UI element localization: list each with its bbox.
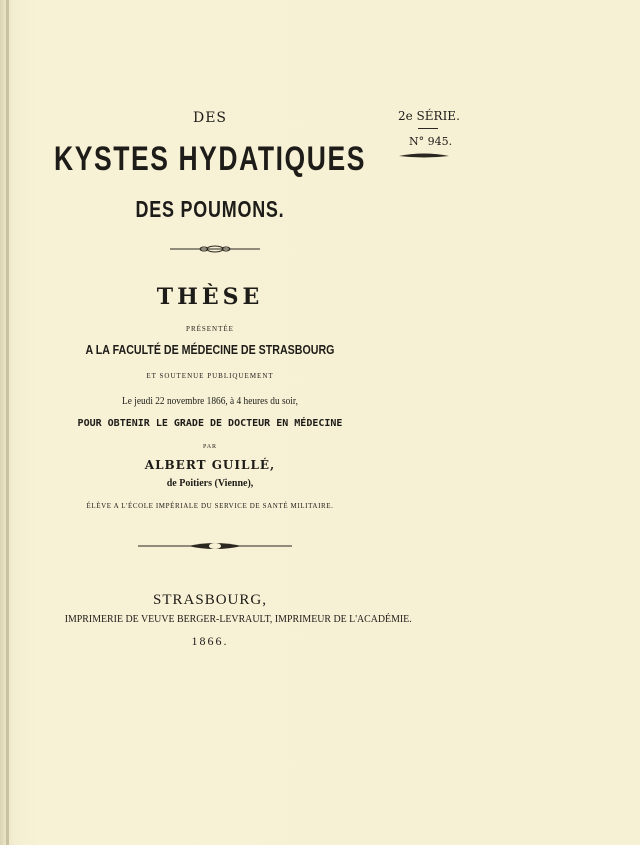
degree-purpose: POUR OBTENIR LE GRADE DE DOCTEUR EN MÉDECINE	[77, 418, 343, 429]
faculty-line: A LA FACULTÉ DE MÉDECINE DE STRASBOURG	[85, 342, 335, 357]
par-label: PAR	[202, 444, 218, 450]
defended-label: ET SOUTENUE PUBLIQUEMENT	[146, 372, 274, 380]
number-label: N° 945.	[409, 135, 453, 148]
defense-date: Le jeudi 22 novembre 1866, à 4 heures du soir,	[122, 395, 298, 407]
series-rule	[418, 128, 438, 129]
series-label: 2e SÉRIE.	[398, 109, 460, 123]
author-origin: de Poitiers (Vienne),	[166, 478, 254, 489]
author-status: ÉLÈVE A L'ÉCOLE IMPÉRIALE DU SERVICE DE SANTÉ MILITAIRE.	[86, 502, 334, 510]
imprint-city: STRASBOURG,	[153, 592, 267, 608]
author-name: ALBERT GUILLÉ,	[144, 458, 276, 472]
subtitle: DES POUMONS.	[135, 196, 285, 222]
imprint-year: 1866.	[191, 634, 229, 648]
main-title: KYSTES HYDATIQUES	[54, 140, 366, 178]
thesis-heading: THÈSE	[156, 284, 264, 310]
presented-label: PRÉSENTÉE	[186, 325, 234, 333]
imprint-printer: IMPRIMERIE DE VEUVE BERGER-LEVRAULT, IMPRIMEUR DE L'ACADÉMIE.	[64, 613, 412, 625]
title-prefix: DES	[192, 110, 228, 126]
ornament-rule	[170, 243, 260, 255]
number-ornament	[398, 152, 450, 160]
imprint-ornament	[138, 540, 292, 552]
